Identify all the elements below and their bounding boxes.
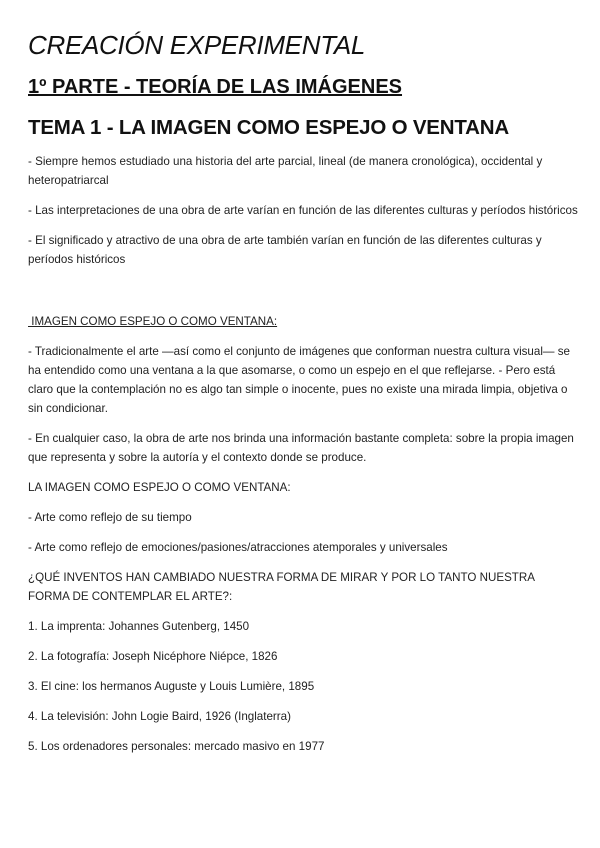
inventions-question: ¿QUÉ INVENTOS HAN CAMBIADO NUESTRA FORMA DE MIRAR Y POR LO TANTO NUESTRA FORMA DE CONTEMPLAR EL ARTE?:: [28, 571, 535, 603]
invention-item-3: 3. El cine: los hermanos Auguste y Louis Lumière, 1895: [28, 680, 315, 693]
intro-point-2: - Las interpretaciones de una obra de arte varían en función de las diferentes culturas y períodos históricos: [28, 204, 578, 217]
intro-point-3: - El significado y atractivo de una obra de arte también varían en función de las diferentes culturas y períodos históricos: [28, 234, 542, 266]
topic-heading: TEMA 1 - LA IMAGEN COMO ESPEJO O VENTANA: [28, 116, 509, 139]
invention-item-2: 2. La fotografía: Joseph Nicéphore Niépce, 1826: [28, 650, 278, 663]
section2-heading: LA IMAGEN COMO ESPEJO O COMO VENTANA:: [28, 481, 291, 494]
document-page: [28, 28, 578, 756]
section2-point-1: - Arte como reflejo de su tiempo: [28, 511, 192, 524]
section2-point-2: - Arte como reflejo de emociones/pasiones/atracciones atemporales y universales: [28, 541, 448, 554]
section1-point-2: - En cualquier caso, la obra de arte nos brinda una información bastante completa: sobre la propia imagen que representa y sobre la autoría y el contexto donde se produce.: [28, 432, 574, 464]
invention-item-5: 5. Los ordenadores personales: mercado masivo en 1977: [28, 740, 325, 753]
section1-point-1: - Tradicionalmente el arte —así como el conjunto de imágenes que conforman nuestra cultura visual— se ha entendido como una ventana a la que asomarse, o como un espejo en el que reflejarse. - Pero está claro que la contemplación no es algo tan simple o inocente, pues no existe una mirada limpia, objetiva o sin condicionar.: [28, 345, 570, 415]
document-title: CREACIÓN EXPERIMENTAL: [28, 30, 366, 60]
intro-point-1: - Siempre hemos estudiado una historia del arte parcial, lineal (de manera cronológica), occidental y heteropatriarcal: [28, 155, 543, 187]
invention-item-4: 4. La televisión: John Logie Baird, 1926 (Inglaterra): [28, 710, 291, 723]
section1-heading: IMAGEN COMO ESPEJO O COMO VENTANA:: [28, 315, 278, 328]
invention-item-1: 1. La imprenta: Johannes Gutenberg, 1450: [28, 620, 250, 633]
part-heading: 1º PARTE - TEORÍA DE LAS IMÁGENES: [28, 76, 403, 98]
